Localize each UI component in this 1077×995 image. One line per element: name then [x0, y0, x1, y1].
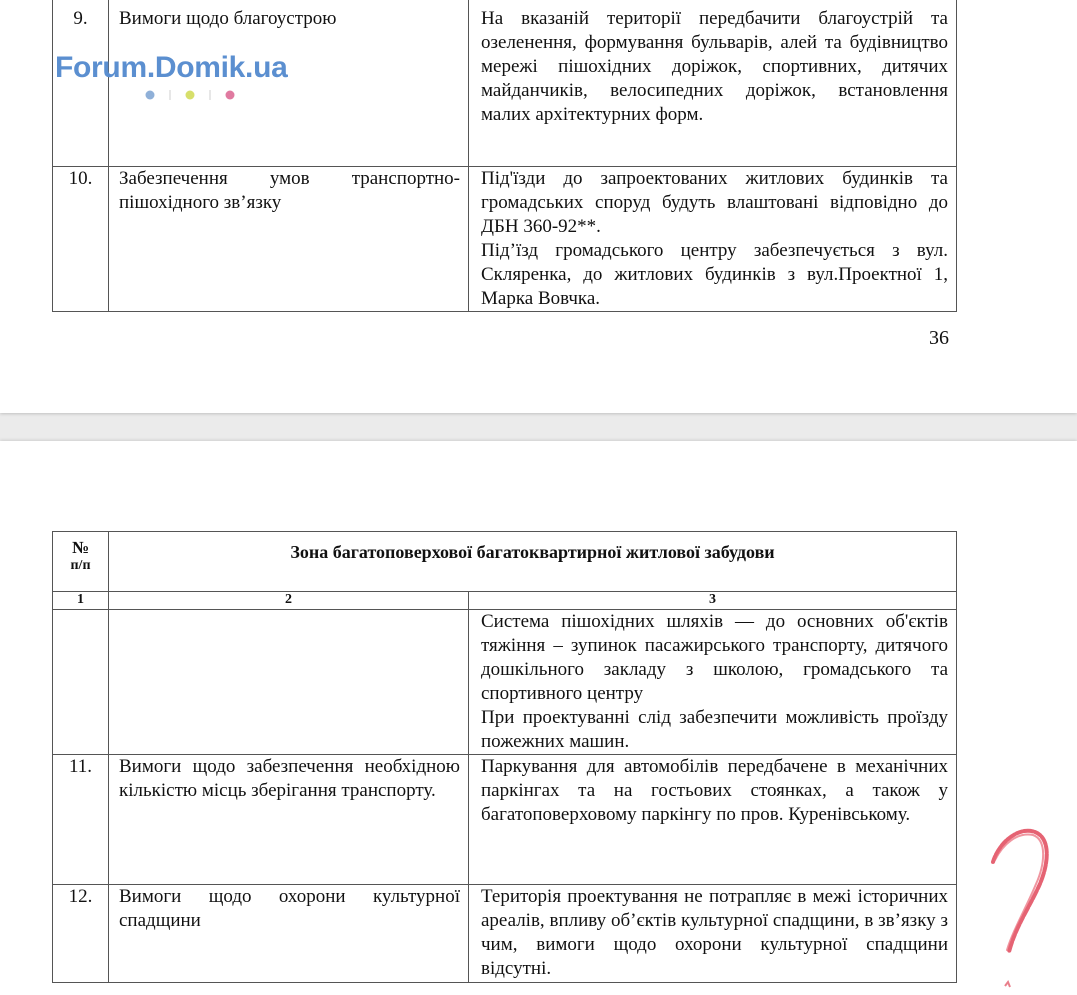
requirement-title: Вимоги щодо охорони культурної спадщини [109, 885, 469, 983]
description-paragraph: При проектуванні слід забезпечити можливість проїзду пожежних машин. [481, 707, 949, 752]
requirement-description [469, 885, 957, 983]
column-number: 2 [109, 592, 469, 610]
header-number-sublabel: п/п [70, 558, 91, 573]
header-number-label: № [71, 538, 90, 557]
row-number [53, 610, 109, 755]
requirement-title: Вимоги щодо благоустрою [109, 0, 469, 167]
requirements-table-continued [52, 0, 957, 312]
description-paragraph: Паркування для автомобілів передбачене в механічних паркінгах та на гостьових стоянках, а також у багатоповерховому паркінгу по пров. Куренівському. [481, 756, 949, 825]
table-row [53, 755, 957, 885]
document-page-37 [0, 441, 1077, 995]
row-number: 10. [53, 167, 109, 312]
table-row [53, 167, 957, 312]
column-number: 3 [469, 592, 957, 610]
row-number: 12. [53, 885, 109, 983]
requirements-table [52, 531, 957, 983]
watermark-logo: Forum.Domik.ua [55, 51, 288, 84]
watermark-dots-icon [144, 88, 244, 102]
requirement-description [469, 755, 957, 885]
table-header-row [53, 532, 957, 592]
row-number: 11. [53, 755, 109, 885]
column-number: 1 [53, 592, 109, 610]
page-number: 36 [929, 327, 949, 349]
description-paragraph: На вказаній території передбачити благоустрій та озеленення, формування бульварів, алей та будівництво мережі пішохідних доріжок, спортивних, дитячих майданчиків, велосипедних доріжок, встановлення малих архітектурних форм. [481, 8, 948, 125]
document-page-36 [0, 0, 1077, 413]
description-paragraph: Під'їзди до запроектованих житлових будинків та громадських споруд будуть влаштовані відповідно до ДБН 360-92**. [481, 168, 948, 237]
requirement-title: Вимоги щодо забезпечення необхідною кількістю місць зберігання транспорту. [109, 755, 469, 885]
header-number-cell [53, 532, 109, 592]
table-row [53, 885, 957, 983]
table-row [53, 610, 957, 755]
column-numbers-row [53, 592, 957, 610]
requirement-description [469, 167, 957, 312]
requirement-title: Забезпечення умов транспортно-пішохідного зв’язку [109, 167, 469, 312]
handwritten-question-mark-icon [985, 820, 1055, 995]
header-zone-title: Зона багатоповерхової багатоквартирної житлової забудови [109, 532, 957, 592]
description-paragraph: Під’їзд громадського центру забезпечується з вул. Скляренка, до житлових будинків з вул.Проектної 1, Марка Вовчка. [481, 240, 948, 309]
row-number: 9. [53, 0, 109, 167]
requirement-title [109, 610, 469, 755]
description-paragraph: Система пішохідних шляхів — до основних об'єктів тяжіння – зупинок пасажирського транспорту, дитячого дошкільного закладу з школою, громадського та спортивного центру [481, 611, 949, 704]
requirement-description [469, 610, 957, 755]
requirement-description [469, 0, 957, 167]
description-paragraph: Територія проектування не потрапляє в межі історичних ареалів, впливу об’єктів культурної спадщини, в зв’язку з чим, вимоги щодо охорони культурної спадщини відсутні. [481, 886, 949, 979]
